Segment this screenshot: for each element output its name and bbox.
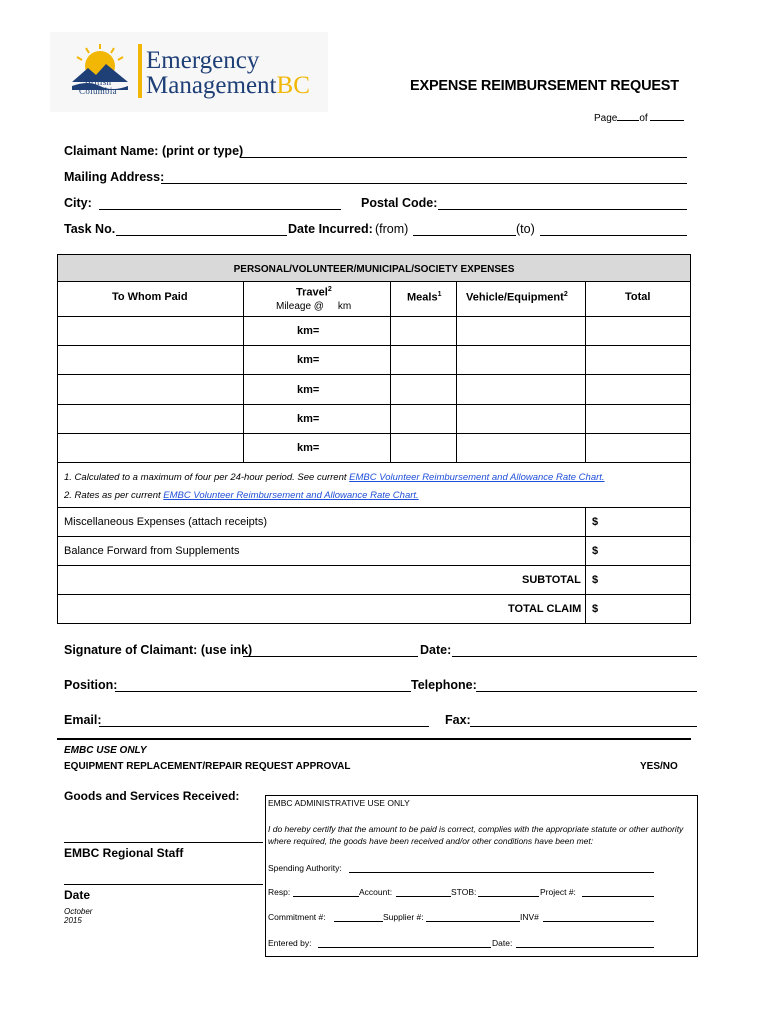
commitment-field[interactable] (334, 921, 383, 922)
mileage-label: Mileage @ (276, 301, 324, 312)
resp-label: Resp: (268, 887, 291, 897)
misc-expenses-field[interactable]: $ (592, 516, 599, 528)
misc-expenses-label: Miscellaneous Expenses (attach receipts) (64, 516, 267, 528)
col-meals-label: Meals (407, 291, 438, 304)
admin-use-box (265, 795, 698, 957)
embc-logo (50, 32, 328, 112)
org-line1: Emergency (146, 47, 260, 74)
city-label: City: (64, 196, 92, 210)
inv-field[interactable] (543, 921, 654, 922)
row-divider (57, 594, 691, 595)
of-label: of (639, 113, 648, 124)
city-field[interactable] (99, 209, 341, 210)
yes-no-field[interactable]: YES/NO (640, 761, 678, 772)
commitment-label: Commitment #: (268, 912, 326, 922)
equipment-approval-label: EQUIPMENT REPLACEMENT/REPAIR REQUEST APPROVAL (64, 761, 351, 772)
row-divider (57, 462, 691, 463)
project-label: Project #: (540, 887, 576, 897)
resp-field[interactable] (293, 896, 359, 897)
footnote-2 (64, 490, 419, 501)
mailing-address-field[interactable] (161, 183, 687, 184)
row-km-field[interactable]: km= (297, 354, 320, 366)
entered-by-label: Entered by: (268, 938, 312, 948)
task-no-field[interactable] (116, 235, 287, 236)
certify-statement: I do hereby certify that the amount to be paid is correct, complies with the appropriate statute or other authority where required, the goods have been received and/or other conditions have been met: (268, 824, 684, 846)
telephone-label: Telephone: (411, 678, 477, 692)
stob-label: STOB: (451, 887, 477, 897)
mailing-address-label: Mailing Address: (64, 170, 165, 184)
col-divider (585, 507, 586, 624)
account-field[interactable] (396, 896, 451, 897)
page-label: Page (594, 113, 618, 124)
row-divider (57, 316, 691, 317)
admin-date-field[interactable] (516, 947, 654, 948)
province-wordmark (66, 78, 130, 96)
mileage-rate (276, 301, 351, 312)
row-km-field[interactable]: km= (297, 325, 320, 337)
fax-field[interactable] (470, 726, 697, 727)
from-label: (from) (375, 222, 409, 236)
expenses-table (57, 281, 691, 624)
account-label: Account: (359, 887, 393, 897)
claimant-name-field[interactable] (240, 157, 687, 158)
signature-date-field[interactable] (452, 656, 697, 657)
entered-by-field[interactable] (318, 947, 491, 948)
date-label: Date (64, 888, 91, 902)
province-line2: Columbia (79, 86, 117, 96)
vehicle-footnote-ref: 2 (563, 291, 568, 298)
org-suffix: BC (276, 72, 310, 99)
revision-month: October (64, 907, 93, 916)
postal-code-field[interactable] (438, 209, 687, 210)
org-wordmark (146, 48, 310, 98)
balance-forward-field[interactable]: $ (592, 545, 599, 557)
col-vehicle (466, 291, 568, 304)
logo-divider (138, 44, 142, 98)
footnote-1-text: 1. Calculated to a maximum of four per 24-hour period. See current (64, 472, 350, 483)
embc-use-title: EMBC USE ONLY (64, 745, 147, 756)
page-counter (594, 113, 684, 124)
date-incurred-label: Date Incurred: (288, 222, 373, 236)
date-to-field[interactable] (540, 235, 687, 236)
col-meals (407, 291, 441, 304)
regional-staff-label: EMBC Regional Staff (64, 846, 184, 860)
page-total-field[interactable] (650, 120, 684, 121)
project-field[interactable] (582, 896, 654, 897)
claimant-name-label: Claimant Name: (print or type) (64, 144, 244, 158)
footnote-2-text: 2. Rates as per current (64, 490, 164, 501)
admin-box-title: EMBC ADMINISTRATIVE USE ONLY (268, 798, 410, 808)
expenses-section-title: PERSONAL/VOLUNTEER/MUNICIPAL/SOCIETY EXPENSES (233, 264, 515, 275)
to-label: (to) (516, 222, 535, 236)
supplier-field[interactable] (426, 921, 520, 922)
row-divider (57, 507, 691, 508)
fax-label: Fax: (445, 713, 471, 727)
subtotal-label: SUBTOTAL (522, 574, 581, 586)
row-divider (57, 374, 691, 375)
row-km-field[interactable]: km= (297, 384, 320, 396)
col-divider (243, 281, 244, 463)
date-field[interactable] (64, 884, 263, 885)
section-divider (57, 738, 691, 740)
rate-chart-link[interactable]: EMBC Volunteer Reimbursement and Allowance Rate Chart. (163, 490, 419, 501)
footnote-1 (64, 472, 605, 483)
rate-chart-link[interactable]: EMBC Volunteer Reimbursement and Allowance Rate Chart. (349, 472, 605, 483)
row-km-field[interactable]: km= (297, 442, 320, 454)
admin-date-label: Date: (492, 938, 513, 948)
subtotal-field[interactable]: $ (592, 574, 599, 586)
form-title: EXPENSE REIMBURSEMENT REQUEST (410, 78, 679, 94)
col-total: Total (625, 291, 651, 303)
telephone-field[interactable] (476, 691, 697, 692)
stob-field[interactable] (478, 896, 539, 897)
col-to-whom-paid: To Whom Paid (112, 291, 188, 303)
row-divider (57, 433, 691, 434)
spending-authority-field[interactable] (349, 872, 654, 873)
col-vehicle-label: Vehicle/Equipment (466, 291, 564, 304)
balance-forward-label: Balance Forward from Supplements (64, 545, 240, 557)
form-revision (64, 907, 92, 925)
mileage-unit: km (337, 301, 352, 312)
total-claim-field[interactable]: $ (592, 603, 599, 615)
task-no-label: Task No. (64, 222, 116, 236)
row-divider (57, 345, 691, 346)
position-field[interactable] (115, 691, 411, 692)
meals-footnote-ref: 1 (437, 291, 442, 298)
travel-footnote-ref: 2 (327, 286, 332, 293)
col-travel-label: Travel (296, 286, 328, 299)
email-label: Email: (64, 713, 102, 727)
signature-field[interactable] (243, 656, 418, 657)
province-line1: British (84, 77, 112, 87)
postal-code-label: Postal Code: (361, 196, 438, 210)
revision-year: 2015 (64, 916, 82, 925)
supplier-label: Supplier #: (383, 912, 424, 922)
email-field[interactable] (99, 726, 429, 727)
col-divider (456, 281, 457, 463)
signature-label: Signature of Claimant: (use ink) (64, 643, 253, 657)
row-km-field[interactable]: km= (297, 413, 320, 425)
signature-date-label: Date: (420, 643, 452, 657)
col-travel (296, 286, 332, 299)
goods-received-field[interactable] (64, 842, 263, 843)
goods-received-label: Goods and Services Received: (64, 789, 240, 803)
date-from-field[interactable] (413, 235, 516, 236)
row-divider (57, 404, 691, 405)
spending-authority-label: Spending Authority: (268, 863, 342, 873)
org-line2: Management (146, 72, 277, 99)
total-claim-label: TOTAL CLAIM (508, 603, 582, 615)
inv-label: INV# (520, 912, 539, 922)
position-label: Position: (64, 678, 118, 692)
row-divider (57, 536, 691, 537)
col-divider (585, 281, 586, 463)
row-divider (57, 565, 691, 566)
page-number-field[interactable] (617, 120, 639, 121)
col-divider (390, 281, 391, 463)
